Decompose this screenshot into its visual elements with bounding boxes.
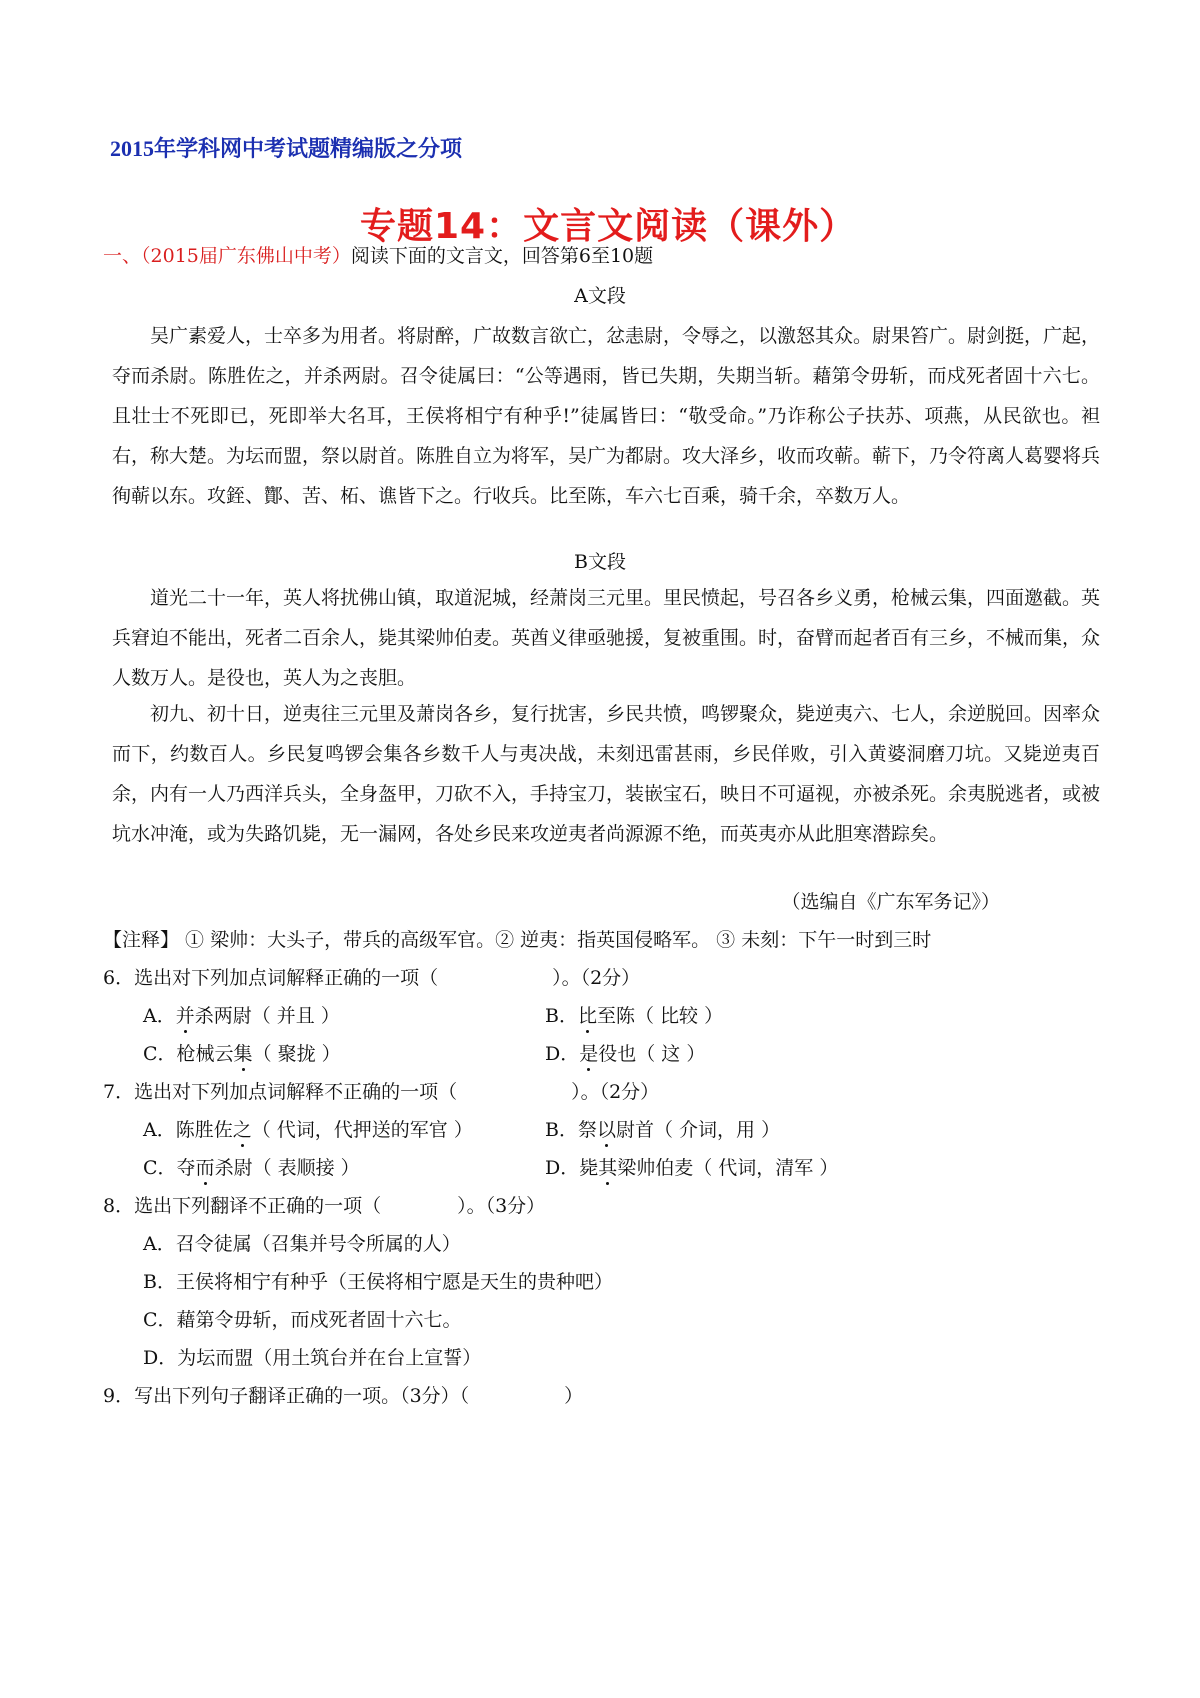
question-9-stem: 9．写出下列句子翻译正确的一项。（3分）（ ） [103, 1385, 584, 1407]
section-instruction: 阅读下面的文言文，回答第6至10题 [350, 245, 654, 267]
question-6-option-b: B．比至陈（ 比较 ） [545, 1005, 724, 1027]
section-number: 一、 [103, 245, 142, 267]
topic-title: 专题14：文言文阅读（课外） [360, 206, 857, 247]
question-6-option-c: C．枪械云集（ 聚拢 ） [143, 1043, 341, 1065]
passage-b-label: B文段 [574, 551, 626, 573]
question-7-option-b: B．祭以尉首（ 介词，用 ） [545, 1119, 781, 1141]
passage-b-paragraph-2: 初九、初十日，逆夷往三元里及萧岗各乡，复行扰害，乡民共愤，鸣锣聚众，毙逆夷六、七人，余逆脱回。因率众而下，约数百人。乡民复鸣锣会集各乡数千人与夷决战，未刻迅雷甚雨，乡民佯败，引入黄婆洞磨刀坑。又毙逆夷百余，内有一人乃西洋兵头，全身盔甲，刀砍不入，手持宝刀，装嵌宝石，映日不可逼视，亦被杀死。余夷脱逃者，或被坑水冲淹，或为失路饥毙，无一漏网，各处乡民来攻逆夷者尚源源不绝，而英夷亦从此胆寒潜踪矣。 [112, 703, 1101, 845]
question-7-option-d: D．毙其梁帅伯麦（ 代词，清军 ） [545, 1157, 839, 1179]
question-6-stem: 6．选出对下列加点词解释正确的一项（ ）。（2分） [103, 967, 641, 989]
passage-a-label: A文段 [574, 285, 626, 307]
question-8-option-a: A．召令徒属（召集并号令所属的人） [143, 1233, 461, 1255]
collection-header: 2015年学科网中考试题精编版之分项 [110, 136, 463, 161]
section-source: （2015届广东佛山中考） [141, 245, 351, 267]
question-6-option-a: A．并杀两尉（ 并且 ） [143, 1005, 340, 1027]
question-8-option-c: C．藉第令毋斩，而戍死者固十六七。 [143, 1309, 462, 1331]
question-7-stem: 7．选出对下列加点词解释不正确的一项（ ）。（2分） [103, 1081, 660, 1103]
question-8-option-b: B．王侯将相宁有种乎（王侯将相宁愿是天生的贵种吧） [143, 1271, 613, 1293]
annotations: 【注释】 ① 梁帅：大头子，带兵的高级军官。② 逆夷：指英国侵略军。 ③ 未刻：下午一时到三时 [103, 929, 932, 951]
question-6-option-d: D．是役也（ 这 ） [545, 1043, 706, 1065]
passage-b-paragraph-1: 道光二十一年，英人将扰佛山镇，取道泥城，经萧岗三元里。里民愤起，号召各乡义勇，枪械云集，四面邀截。英兵窘迫不能出，死者二百余人，毙其梁帅伯麦。英酋义律亟驰援，复被重围。时，奋臂而起者百有三乡，不械而集，众人数万人。是役也，英人为之丧胆。 [112, 587, 1101, 689]
passage-a-text: 吴广素爱人，士卒多为用者。将尉醉，广故数言欲亡，忿恚尉，令辱之，以激怒其众。尉果笞广。尉剑挺，广起，夺而杀尉。陈胜佐之，并杀两尉。召令徒属曰：“公等遇雨，皆已失期，失期当斩。藉第令毋斩，而戍死者固十六七。且壮士不死即已，死即举大名耳，王侯将相宁有种乎!”徒属皆曰：“敬受命。”乃诈称公子扶苏、项燕，从民欲也。袒右，称大楚。为坛而盟，祭以尉首。陈胜自立为将军，吴广为都尉。攻大泽乡，收而攻蕲。蕲下，乃令符离人葛婴将兵徇蕲以东。攻銍、酇、苦、柘、谯皆下之。行收兵。比至陈，车六七百乘，骑千余，卒数万人。 [112, 325, 1101, 507]
question-7-option-c: C．夺而杀尉（ 表顺接 ） [143, 1157, 360, 1179]
question-8-option-d: D．为坛而盟（用土筑台并在台上宣誓） [143, 1347, 482, 1369]
question-7-option-a: A．陈胜佐之（ 代词，代押送的军官 ） [143, 1119, 473, 1141]
question-8-stem: 8．选出下列翻译不正确的一项（ ）。（3分） [103, 1195, 546, 1217]
passage-source: （选编自《广东军务记》） [781, 891, 1000, 913]
section-heading [103, 244, 653, 268]
